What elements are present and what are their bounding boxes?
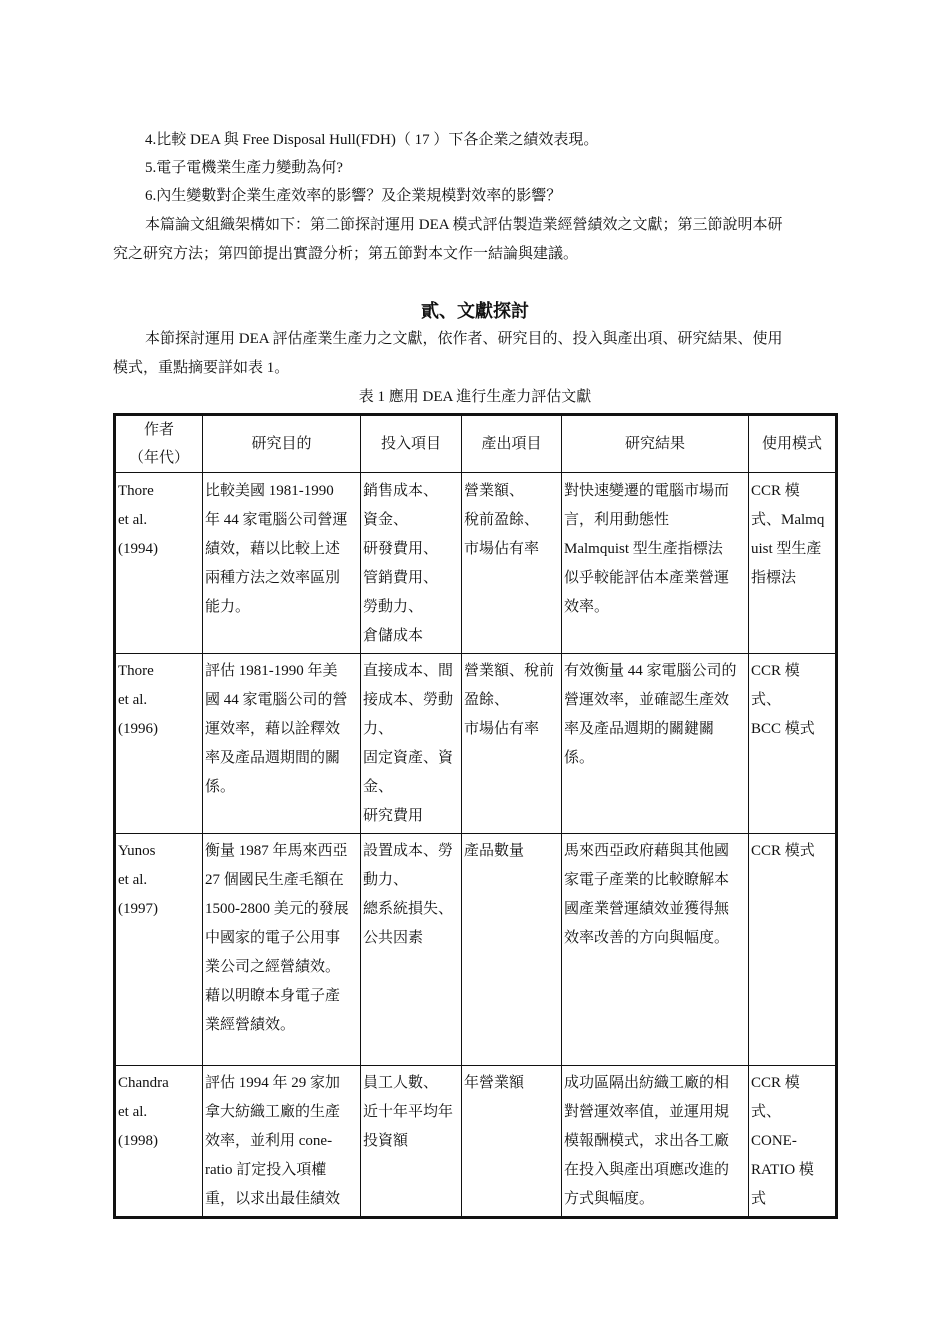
cell-purpose: 比較美國 1981-1990 年 44 家電腦公司營運 績效，藉以比較上述 兩種方法之效率區別 能力。 xyxy=(203,473,361,654)
cell-author: Thore et al. (1996) xyxy=(115,654,203,834)
header-outputs: 產出項目 xyxy=(462,415,562,473)
cell-model: CCR 模式 xyxy=(749,834,837,1066)
section-heading: 貳、文獻探討 xyxy=(421,301,529,321)
structure-paragraph-line-1: 本篇論文組織架構如下：第二節探討運用 DEA 模式評估製造業經營績效之文獻；第三節說明本研 xyxy=(145,217,783,233)
table-row xyxy=(115,1066,837,1218)
cell-inputs: 設置成本、勞 動力、 總系統損失、 公共因素 xyxy=(361,834,462,1066)
cell-author: Yunos et al. (1997) xyxy=(115,834,203,1066)
section-paragraph-line-2: 模式，重點摘要詳如表 1。 xyxy=(113,360,290,376)
objective-item-4: 4.比較 DEA 與 Free Disposal Hull(FDH)（ 17 ）下各企業之績效表現。 xyxy=(145,132,599,148)
cell-outputs: 產品數量 xyxy=(462,834,562,1066)
header-results: 研究結果 xyxy=(562,415,749,473)
cell-inputs: 員工人數、 近十年平均年 投資額 xyxy=(361,1066,462,1218)
cell-author: Thore et al. (1994) xyxy=(115,473,203,654)
table-row xyxy=(115,654,837,834)
header-purpose: 研究目的 xyxy=(203,415,361,473)
cell-inputs: 銷售成本、 資金、 研發費用、 管銷費用、 勞動力、 倉儲成本 xyxy=(361,473,462,654)
cell-purpose: 評估 1994 年 29 家加 拿大紡織工廠的生產 效率，並利用 cone- ratio 訂定投入項權 重，以求出最佳績效 xyxy=(203,1066,361,1218)
cell-results: 對快速變遷的電腦市場而 言，利用動態性 Malmquist 型生產指標法 似乎較能評估本產業營運 效率。 xyxy=(562,473,749,654)
header-model: 使用模式 xyxy=(749,415,837,473)
cell-model: CCR 模 式、 CONE- RATIO 模 式 xyxy=(749,1066,837,1218)
table-row xyxy=(115,834,837,1066)
header-author: 作者 （年代） xyxy=(115,415,203,473)
header-inputs: 投入項目 xyxy=(361,415,462,473)
cell-results: 成功區隔出紡織工廠的相 對營運效率值，並運用規 模報酬模式，求出各工廠 在投入與產出項應改進的 方式與幅度。 xyxy=(562,1066,749,1218)
cell-purpose: 評估 1981-1990 年美 國 44 家電腦公司的營 運效率，藉以詮釋效 率及產品週期間的關 係。 xyxy=(203,654,361,834)
cell-outputs: 營業額、 稅前盈餘、 市場佔有率 xyxy=(462,473,562,654)
table-header-row xyxy=(115,415,837,473)
cell-results: 有效衡量 44 家電腦公司的 營運效率，並確認生產效 率及產品週期的關鍵關 係。 xyxy=(562,654,749,834)
table-caption: 表 1 應用 DEA 進行生產力評估文獻 xyxy=(358,389,592,405)
objective-item-5: 5.電子電機業生產力變動為何? xyxy=(145,160,343,176)
literature-table xyxy=(113,413,838,1219)
cell-outputs: 營業額、稅前 盈餘、 市場佔有率 xyxy=(462,654,562,834)
cell-model: CCR 模 式、 BCC 模式 xyxy=(749,654,837,834)
objective-item-6: 6.內生變數對企業生產效率的影響？及企業規模對效率的影響？ xyxy=(145,188,562,204)
cell-model: CCR 模 式、Malmq uist 型生產 指標法 xyxy=(749,473,837,654)
cell-purpose: 衡量 1987 年馬來西亞 27 個國民生產毛額在 1500-2800 美元的發展 中國家的電子公用事 業公司之經營績效。 藉以明瞭本身電子產 業經營績效。 xyxy=(203,834,361,1066)
cell-author: Chandra et al. (1998) xyxy=(115,1066,203,1218)
structure-paragraph-line-2: 究之研究方法；第四節提出實證分析；第五節對本文作一結論與建議。 xyxy=(113,246,579,262)
cell-results: 馬來西亞政府藉與其他國 家電子產業的比較瞭解本 國產業營運績效並獲得無 效率改善的方向與幅度。 xyxy=(562,834,749,1066)
section-paragraph-line-1: 本節探討運用 DEA 評估產業生產力之文獻，依作者、研究目的、投入與產出項、研究結果、使用 xyxy=(145,331,783,347)
table-row xyxy=(115,473,837,654)
cell-inputs: 直接成本、間 接成本、勞動 力、 固定資產、資 金、 研究費用 xyxy=(361,654,462,834)
cell-outputs: 年營業額 xyxy=(462,1066,562,1218)
